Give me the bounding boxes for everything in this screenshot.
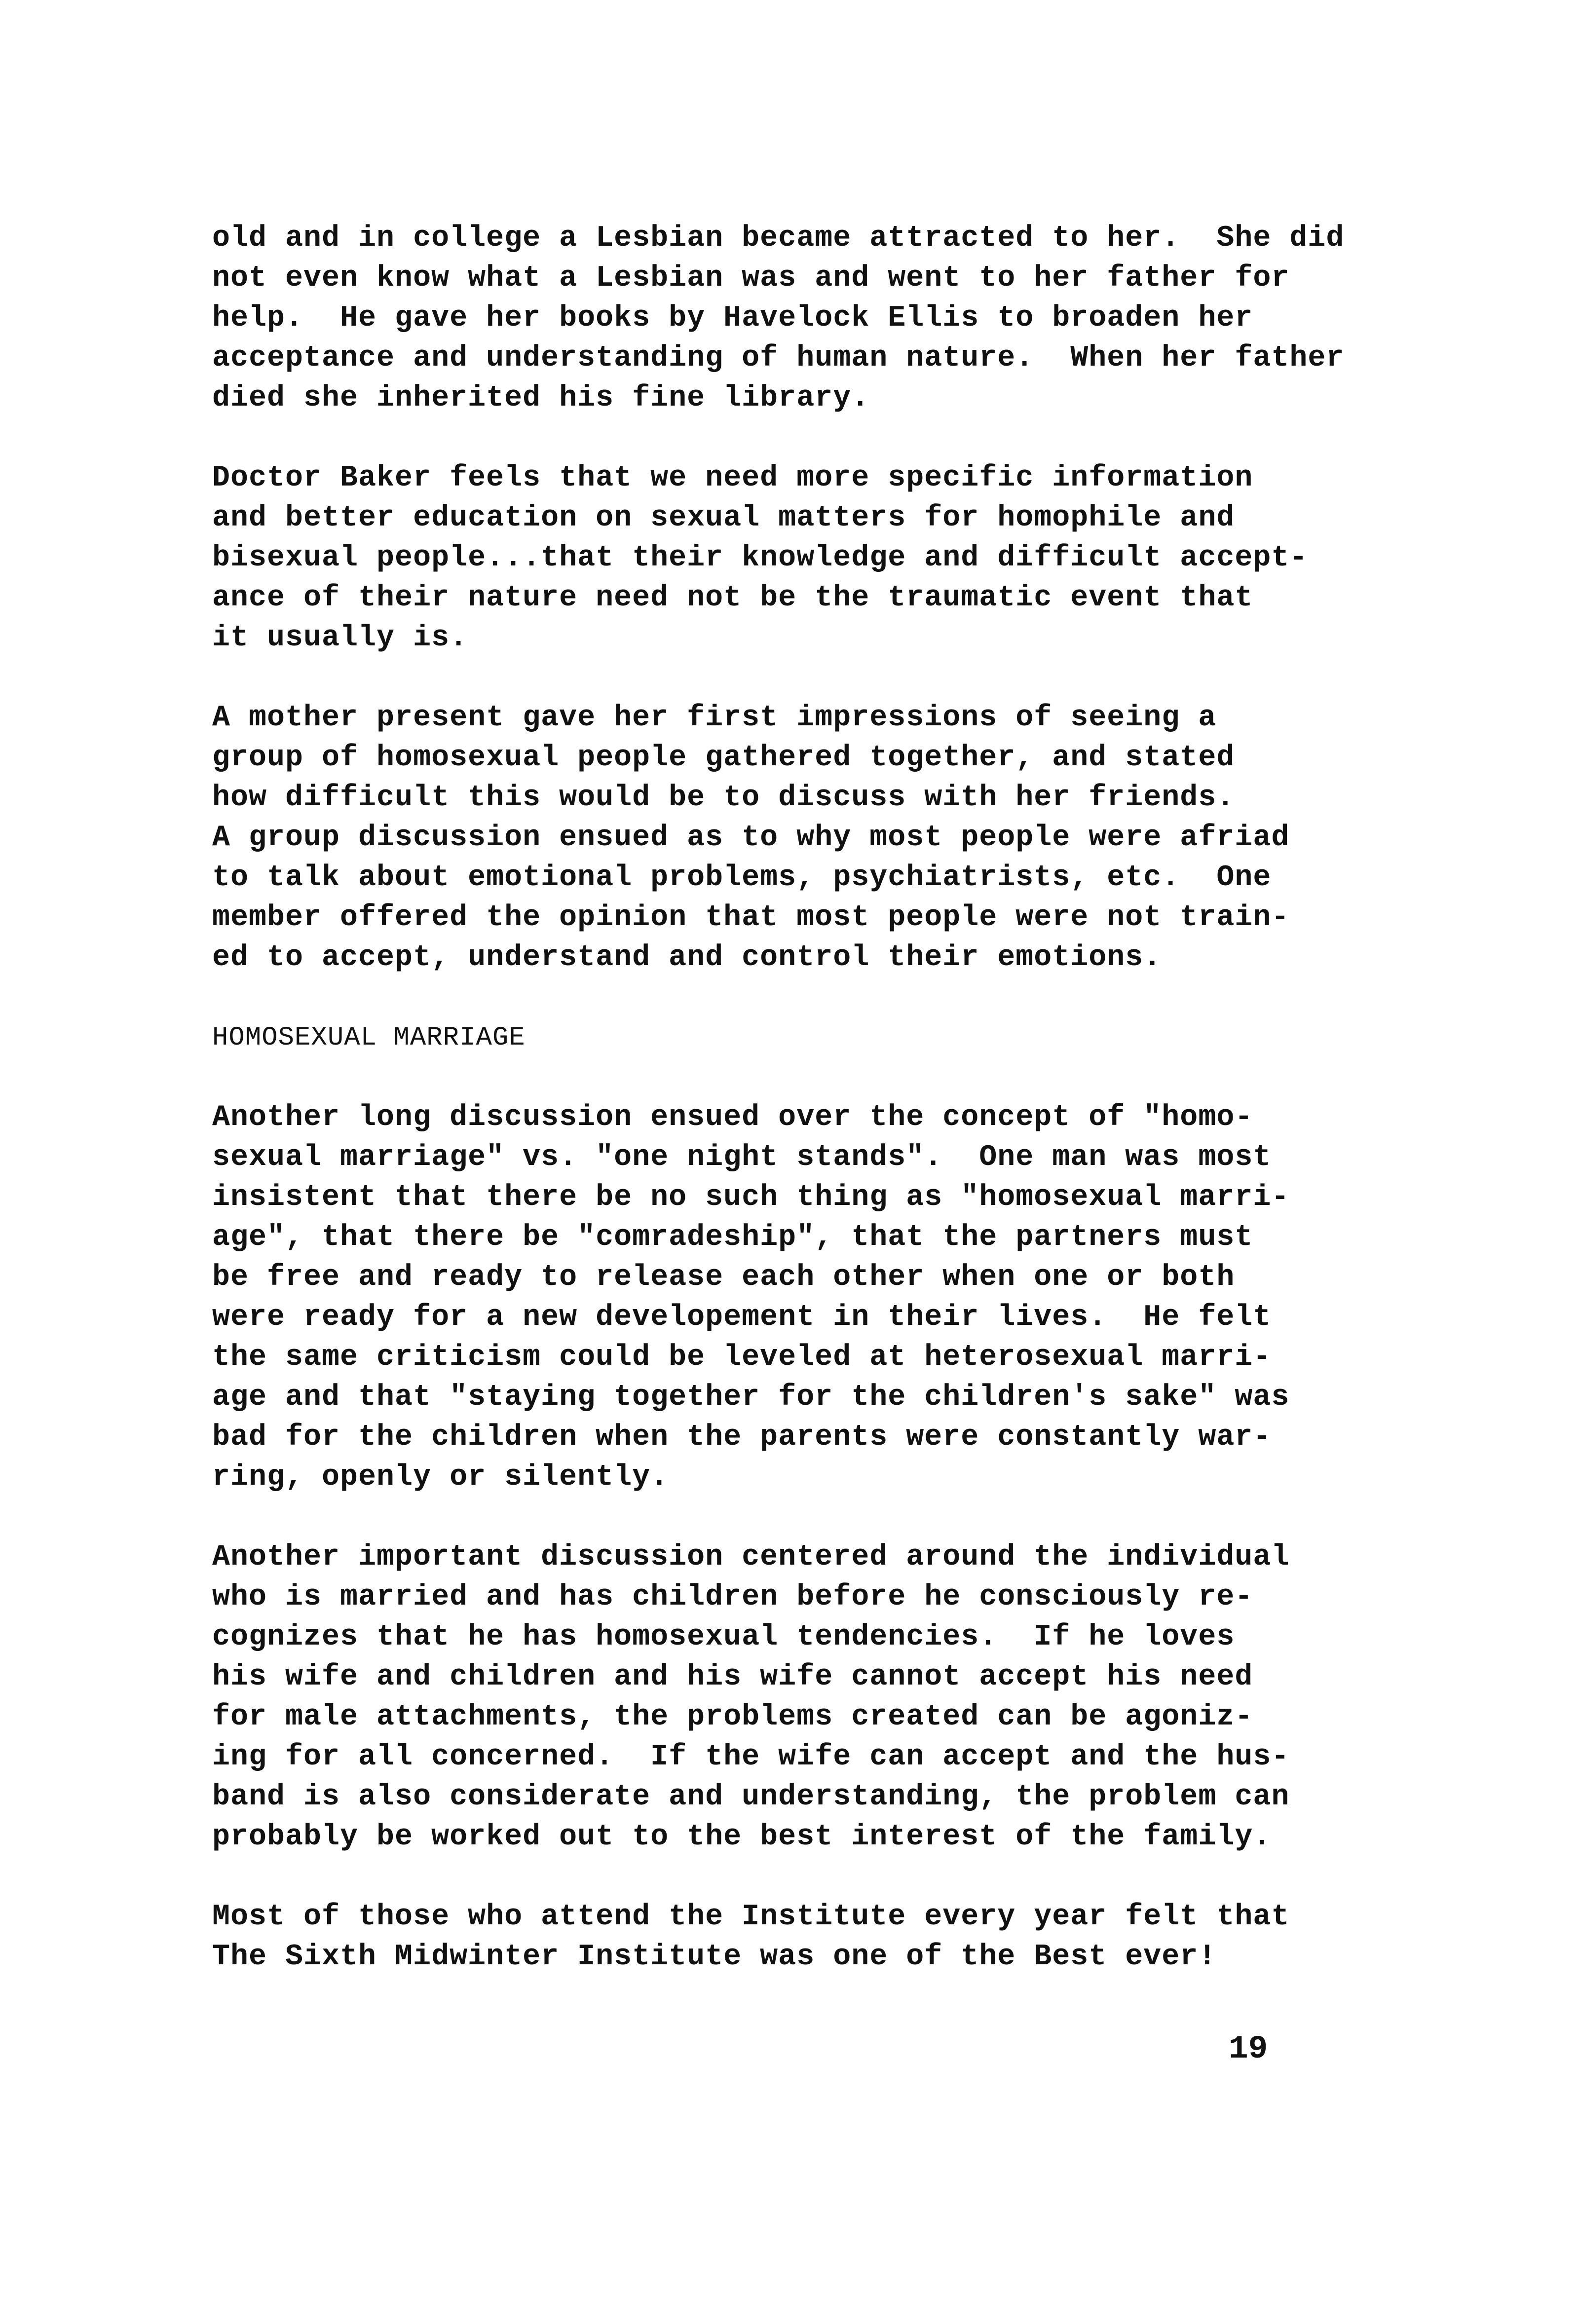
section-heading: HOMOSEXUAL MARRIAGE bbox=[212, 1023, 526, 1053]
text-line: probably be worked out to the best interest of the family. bbox=[212, 1820, 1272, 1854]
text-line: ance of their nature need not be the traumatic event that bbox=[212, 581, 1253, 615]
paragraph bbox=[212, 1098, 1396, 1498]
text-line: how difficult this would be to discuss with her friends. bbox=[212, 781, 1235, 815]
text-line: were ready for a new developement in their lives. He felt bbox=[212, 1301, 1272, 1334]
text-line: his wife and children and his wife cannot accept his need bbox=[212, 1660, 1253, 1694]
text-line: bad for the children when the parents were constantly war- bbox=[212, 1421, 1272, 1454]
paragraph bbox=[212, 1897, 1396, 1977]
text-line: ring, openly or silently. bbox=[212, 1461, 669, 1494]
text-line: to talk about emotional problems, psychiatrists, etc. One bbox=[212, 861, 1272, 895]
text-line: not even know what a Lesbian was and went to her father for bbox=[212, 262, 1290, 295]
text-line: age and that "staying together for the children's sake" was bbox=[212, 1381, 1290, 1414]
text-line: ed to accept, understand and control their emotions. bbox=[212, 941, 1162, 975]
text-line: Another long discussion ensued over the concept of "homo- bbox=[212, 1101, 1253, 1134]
text-line: group of homosexual people gathered together, and stated bbox=[212, 741, 1235, 775]
paragraphs-before-heading bbox=[212, 219, 1396, 978]
page-number: 19 bbox=[1229, 2030, 1268, 2067]
text-line: age", that there be "comradeship", that the partners must bbox=[212, 1221, 1253, 1254]
text-line: member offered the opinion that most people were not train- bbox=[212, 901, 1290, 935]
text-line: Doctor Baker feels that we need more specific information bbox=[212, 461, 1253, 495]
text-line: acceptance and understanding of human nature. When her father bbox=[212, 341, 1345, 375]
text-line: ing for all concerned. If the wife can accept and the hus- bbox=[212, 1740, 1290, 1774]
text-line: A mother present gave her first impressions of seeing a bbox=[212, 701, 1217, 735]
text-line: help. He gave her books by Havelock Ellis to broaden her bbox=[212, 301, 1253, 335]
text-line: old and in college a Lesbian became attracted to her. She did bbox=[212, 222, 1345, 255]
text-line: insistent that there be no such thing as "homosexual marri- bbox=[212, 1181, 1290, 1214]
paragraph bbox=[212, 1537, 1396, 1857]
paragraph bbox=[212, 458, 1396, 658]
text-line: be free and ready to release each other when one or both bbox=[212, 1261, 1235, 1294]
document-body bbox=[212, 219, 1396, 2017]
text-line: for male attachments, the problems created can be agoniz- bbox=[212, 1700, 1253, 1734]
text-line: it usually is. bbox=[212, 621, 468, 655]
paragraph bbox=[212, 698, 1396, 978]
text-line: sexual marriage" vs. "one night stands". One man was most bbox=[212, 1141, 1272, 1174]
text-line: band is also considerate and understanding, the problem can bbox=[212, 1780, 1290, 1814]
text-line: who is married and has children before he consciously re- bbox=[212, 1580, 1253, 1614]
paragraphs-after-heading bbox=[212, 1098, 1396, 1977]
text-line: The Sixth Midwinter Institute was one of the Best ever! bbox=[212, 1940, 1217, 1974]
paragraph bbox=[212, 219, 1396, 418]
text-line: cognizes that he has homosexual tendencies. If he loves bbox=[212, 1620, 1235, 1654]
text-line: Most of those who attend the Institute every year felt that bbox=[212, 1900, 1290, 1934]
text-line: Another important discussion centered around the individual bbox=[212, 1540, 1290, 1574]
text-line: the same criticism could be leveled at heterosexual marri- bbox=[212, 1341, 1272, 1374]
text-line: and better education on sexual matters for homophile and bbox=[212, 501, 1235, 535]
text-line: bisexual people...that their knowledge and difficult accept- bbox=[212, 541, 1308, 575]
text-line: died she inherited his fine library. bbox=[212, 381, 870, 415]
text-line: A group discussion ensued as to why most people were afriad bbox=[212, 821, 1290, 855]
